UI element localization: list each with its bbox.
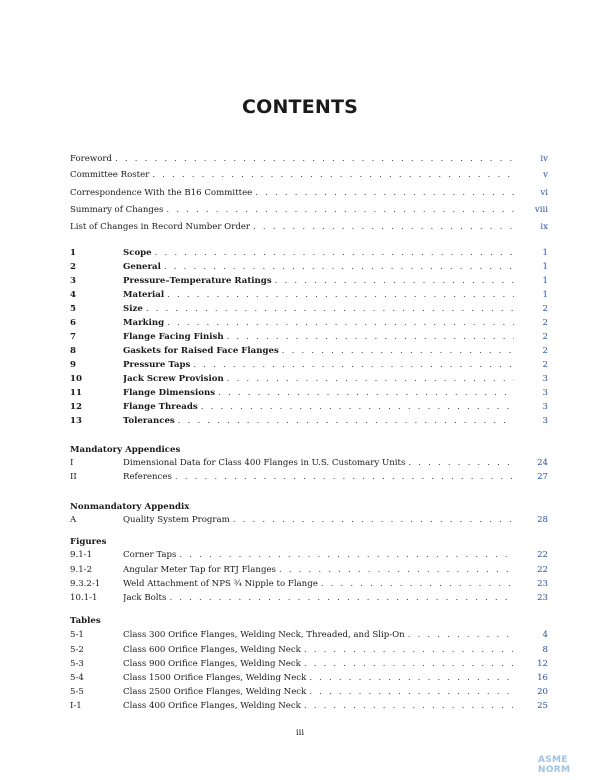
toc-entry[interactable] bbox=[70, 316, 548, 330]
toc-entry-label: Flange Dimensions bbox=[123, 388, 216, 398]
dot-leader bbox=[304, 657, 514, 671]
toc-entry-number: 8 bbox=[70, 346, 76, 356]
toc-page-link[interactable]: 20 bbox=[537, 687, 548, 697]
dot-leader bbox=[179, 548, 514, 562]
toc-entry-label: Scope bbox=[123, 248, 152, 258]
toc-entry[interactable] bbox=[70, 372, 548, 386]
toc-entry[interactable] bbox=[70, 699, 548, 713]
dot-leader bbox=[175, 470, 514, 484]
section-heading: Tables bbox=[70, 616, 101, 626]
dot-leader bbox=[167, 288, 514, 302]
dot-leader bbox=[309, 685, 514, 699]
toc-entry-number: 12 bbox=[70, 402, 82, 412]
toc-page-link[interactable]: 2 bbox=[542, 360, 548, 370]
toc-entry-label: Tolerances bbox=[123, 416, 175, 426]
dot-leader bbox=[304, 699, 514, 713]
toc-entry-number: 2 bbox=[70, 262, 76, 272]
toc-entry-number: 7 bbox=[70, 332, 76, 342]
toc-entry-number: 3 bbox=[70, 276, 76, 286]
toc-page-link[interactable]: 2 bbox=[542, 332, 548, 342]
toc-entry-number: 9.3.2-1 bbox=[70, 579, 101, 589]
toc-entry[interactable] bbox=[70, 344, 548, 358]
toc-entry-number: A bbox=[70, 515, 77, 525]
toc-entry-label: Gaskets for Raised Face Flanges bbox=[123, 346, 279, 356]
toc-entry-label: Corner Taps bbox=[123, 550, 177, 560]
toc-page-link[interactable]: 22 bbox=[537, 550, 548, 560]
dot-leader bbox=[304, 643, 514, 657]
toc-page-link[interactable]: 8 bbox=[542, 645, 548, 655]
toc-entry-number: 5-5 bbox=[70, 687, 84, 697]
toc-page-link[interactable]: 12 bbox=[537, 659, 548, 669]
toc-entry-number: 10 bbox=[70, 374, 82, 384]
toc-page-link[interactable]: 25 bbox=[537, 701, 548, 711]
toc-entry[interactable] bbox=[70, 671, 548, 685]
toc-entry-label: Class 600 Orifice Flanges, Welding Neck bbox=[123, 645, 301, 655]
toc-entry[interactable] bbox=[70, 260, 548, 274]
toc-entry[interactable] bbox=[70, 330, 548, 344]
toc-entry-label: Class 300 Orifice Flanges, Welding Neck, Threaded, and Slip-On bbox=[123, 630, 405, 640]
toc-entry-number: 1 bbox=[70, 248, 76, 258]
toc-entry[interactable] bbox=[70, 513, 548, 527]
section-heading: Figures bbox=[70, 537, 107, 547]
toc-page-link[interactable]: 3 bbox=[542, 416, 548, 426]
toc-entry-label: Class 900 Orifice Flanges, Welding Neck bbox=[123, 659, 301, 669]
toc-entry-label: Size bbox=[123, 304, 143, 314]
toc-page-link[interactable]: 2 bbox=[542, 318, 548, 328]
toc-entry[interactable] bbox=[70, 246, 548, 260]
toc-entry-number: 5 bbox=[70, 304, 76, 314]
watermark-subtext: . . . . . . . . bbox=[565, 775, 600, 780]
toc-page-link[interactable]: 28 bbox=[537, 515, 548, 525]
toc-entry-number: 9 bbox=[70, 360, 76, 370]
toc-page-link[interactable]: 1 bbox=[542, 276, 548, 286]
toc-page-link[interactable]: 3 bbox=[542, 388, 548, 398]
toc-entry[interactable] bbox=[70, 358, 548, 372]
dot-leader bbox=[253, 220, 514, 234]
toc-entry[interactable] bbox=[70, 400, 548, 414]
toc-page-link[interactable]: 16 bbox=[537, 673, 548, 683]
section-heading: Nonmandatory Appendix bbox=[70, 502, 190, 512]
toc-page-link[interactable]: 4 bbox=[542, 630, 548, 640]
toc-entry-number: 4 bbox=[70, 290, 76, 300]
toc-entry[interactable] bbox=[70, 548, 548, 562]
dot-leader bbox=[193, 358, 514, 372]
dot-leader bbox=[279, 563, 514, 577]
toc-entry-label: Quality System Program bbox=[123, 515, 230, 525]
dot-leader bbox=[169, 591, 514, 605]
toc-entry[interactable] bbox=[70, 456, 548, 470]
dot-leader bbox=[282, 344, 514, 358]
dot-leader bbox=[309, 671, 514, 685]
toc-entry[interactable] bbox=[70, 628, 548, 642]
toc-entry[interactable] bbox=[70, 274, 548, 288]
toc-page-link[interactable]: 23 bbox=[537, 579, 548, 589]
toc-entry-label: Flange Facing Finish bbox=[123, 332, 224, 342]
toc-entry-label: Dimensional Data for Class 400 Flanges in U.S. Customary Units bbox=[123, 458, 406, 468]
toc-entry-label: Angular Meter Tap for RTJ Flanges bbox=[123, 565, 276, 575]
toc-entry[interactable] bbox=[70, 220, 548, 234]
dot-leader bbox=[275, 274, 514, 288]
toc-entry-number: 5-2 bbox=[70, 645, 84, 655]
toc-entry-label: Material bbox=[123, 290, 165, 300]
toc-entry-label: Jack Screw Provision bbox=[123, 374, 224, 384]
toc-page-link[interactable]: 2 bbox=[542, 304, 548, 314]
dot-leader bbox=[152, 168, 514, 182]
toc-page-link[interactable]: vi bbox=[540, 188, 548, 198]
dot-leader bbox=[218, 386, 514, 400]
toc-entry-label: Weld Attachment of NPS ¾ Nipple to Flange bbox=[123, 579, 318, 589]
toc-entry[interactable] bbox=[70, 168, 548, 182]
toc-page-link[interactable]: ix bbox=[540, 222, 548, 232]
dot-leader bbox=[255, 186, 514, 200]
page-number: iii bbox=[295, 728, 305, 738]
toc-entry-label: Committee Roster bbox=[70, 170, 150, 180]
toc-page-link[interactable]: 3 bbox=[542, 374, 548, 384]
toc-page-link[interactable]: 3 bbox=[542, 402, 548, 412]
toc-page-link[interactable]: iv bbox=[540, 154, 548, 164]
toc-entry-number: I bbox=[70, 458, 74, 468]
toc-page-link[interactable]: 1 bbox=[542, 290, 548, 300]
toc-entry-number: 10.1-1 bbox=[70, 593, 98, 603]
dot-leader bbox=[321, 577, 514, 591]
dot-leader bbox=[115, 152, 514, 166]
toc-entry-number: 9.1-2 bbox=[70, 565, 93, 575]
toc-entry-label: Jack Bolts bbox=[123, 593, 167, 603]
toc-entry-number: 6 bbox=[70, 318, 76, 328]
toc-page-link[interactable]: 23 bbox=[537, 593, 548, 603]
toc-entry[interactable] bbox=[70, 643, 548, 657]
dot-leader bbox=[155, 246, 514, 260]
toc-entry-number: I-1 bbox=[70, 701, 82, 711]
toc-entry[interactable] bbox=[70, 152, 548, 166]
toc-entry[interactable] bbox=[70, 563, 548, 577]
watermark-logo bbox=[538, 755, 600, 780]
toc-entry-label: Class 400 Orifice Flanges, Welding Neck bbox=[123, 701, 301, 711]
toc-page-link[interactable]: 22 bbox=[537, 565, 548, 575]
toc-entry[interactable] bbox=[70, 288, 548, 302]
toc-page-link[interactable]: v bbox=[543, 170, 548, 180]
dot-leader bbox=[164, 260, 514, 274]
toc-entry-label: Flange Threads bbox=[123, 402, 198, 412]
toc-entry-number: 11 bbox=[70, 388, 82, 398]
toc-entry[interactable] bbox=[70, 302, 548, 316]
toc-entry[interactable] bbox=[70, 414, 548, 428]
dot-leader bbox=[227, 372, 514, 386]
toc-entry[interactable] bbox=[70, 203, 548, 217]
toc-entry-number: 13 bbox=[70, 416, 82, 426]
toc-entry[interactable] bbox=[70, 186, 548, 200]
dot-leader bbox=[201, 400, 514, 414]
toc-page-link[interactable]: 24 bbox=[537, 458, 548, 468]
watermark-text: ASME NORM bbox=[538, 755, 571, 775]
toc-entry[interactable] bbox=[70, 577, 548, 591]
toc-entry-label: Class 1500 Orifice Flanges, Welding Neck bbox=[123, 673, 307, 683]
toc-entry-number: 5-4 bbox=[70, 673, 84, 683]
toc-entry[interactable] bbox=[70, 386, 548, 400]
toc-entry-label: Marking bbox=[123, 318, 165, 328]
toc-page-link[interactable]: 27 bbox=[537, 472, 548, 482]
page-title: CONTENTS bbox=[241, 96, 359, 118]
toc-entry[interactable] bbox=[70, 685, 548, 699]
dot-leader bbox=[408, 456, 514, 470]
dot-leader bbox=[166, 203, 514, 217]
toc-entry-number: 5-1 bbox=[70, 630, 84, 640]
toc-page-link[interactable]: 2 bbox=[542, 346, 548, 356]
dot-leader bbox=[227, 330, 514, 344]
toc-entry-label: Summary of Changes bbox=[70, 205, 164, 215]
toc-entry-number: II bbox=[70, 472, 77, 482]
toc-entry-label: Pressure Taps bbox=[123, 360, 191, 370]
toc-entry-label: Correspondence With the B16 Committee bbox=[70, 188, 253, 198]
section-heading: Mandatory Appendices bbox=[70, 445, 181, 455]
toc-entry-number: 5-3 bbox=[70, 659, 84, 669]
dot-leader bbox=[146, 302, 514, 316]
toc-entry-label: General bbox=[123, 262, 161, 272]
toc-entry-label: Class 2500 Orifice Flanges, Welding Neck bbox=[123, 687, 307, 697]
toc-page-link[interactable]: 1 bbox=[542, 248, 548, 258]
toc-entry-label: Pressure–Temperature Ratings bbox=[123, 276, 272, 286]
toc-page-link[interactable]: viii bbox=[534, 205, 548, 215]
toc-entry-number: 9.1-1 bbox=[70, 550, 93, 560]
toc-entry-label: Foreword bbox=[70, 154, 112, 164]
toc-entry-label: List of Changes in Record Number Order bbox=[70, 222, 251, 232]
dot-leader bbox=[408, 628, 514, 642]
toc-entry[interactable] bbox=[70, 591, 548, 605]
dot-leader bbox=[178, 414, 514, 428]
toc-entry[interactable] bbox=[70, 470, 548, 484]
dot-leader bbox=[167, 316, 514, 330]
dot-leader bbox=[233, 513, 514, 527]
toc-entry-label: References bbox=[123, 472, 172, 482]
toc-entry[interactable] bbox=[70, 657, 548, 671]
toc-page-link[interactable]: 1 bbox=[542, 262, 548, 272]
